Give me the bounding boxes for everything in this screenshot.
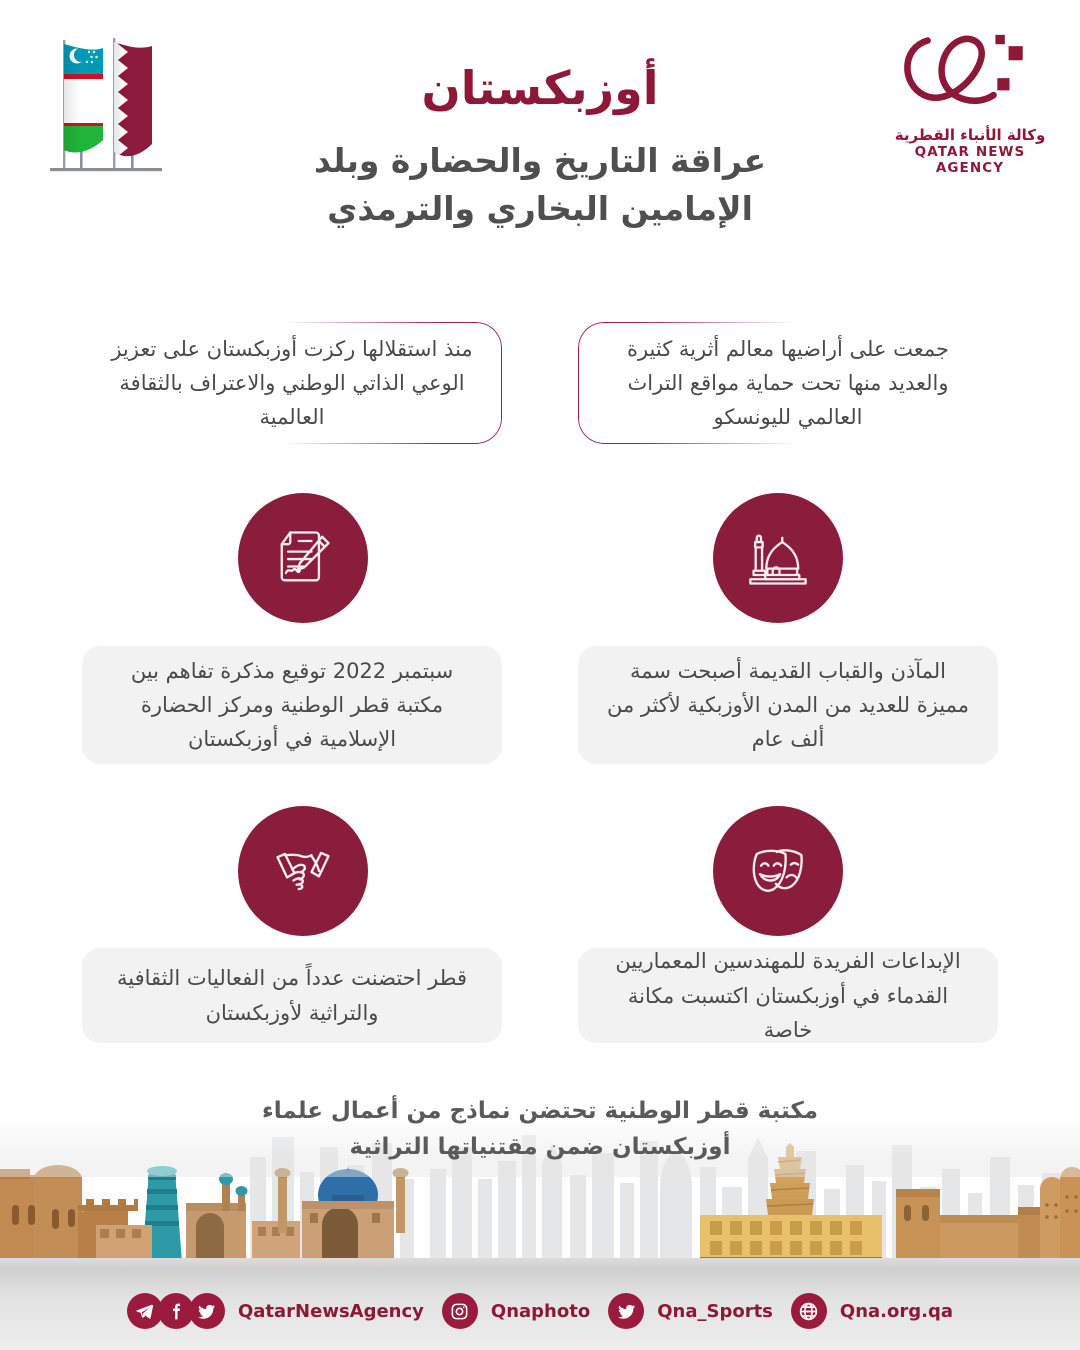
outline-card-text: جمعت على أراضيها معالم أثرية كثيرة والعديد منها تحت حماية مواقع التراث العالمي لليونسكو <box>626 336 950 429</box>
qna-logo-mark <box>890 25 1050 120</box>
katara-pigeon-towers <box>1040 1167 1080 1262</box>
icon-circle-mosque <box>713 493 843 623</box>
icon-circle-masks <box>713 806 843 936</box>
header <box>0 0 1080 290</box>
social-group-qatarnewsagency <box>127 1293 424 1329</box>
caption-card-architecture <box>578 948 998 1043</box>
qna-logo-square-small <box>995 35 1004 44</box>
document-signature-icon <box>269 524 337 592</box>
caption-text: الإبداعات الفريدة للمهندسين المعماريين القدماء في أوزبكستان اكتسبت مكانة خاصة <box>615 949 961 1042</box>
globe-glyph <box>798 1301 819 1322</box>
twitter-icon[interactable] <box>189 1293 225 1329</box>
social-group-website <box>791 1293 953 1329</box>
icon-circle-document <box>238 493 368 623</box>
caption-card-mou <box>82 646 502 764</box>
outline-card-heritage <box>578 322 998 444</box>
instagram-glyph <box>450 1302 469 1321</box>
social-footer <box>0 1272 1080 1350</box>
globe-icon[interactable] <box>791 1293 827 1329</box>
qna-logo-square-large <box>1009 46 1023 60</box>
bottom-note-line-1: مكتبة قطر الوطنية تحتضن نماذج من أعمال علماء <box>262 1098 818 1124</box>
caption-card-mosque <box>578 646 998 764</box>
caption-text: المآذن والقباب القديمة أصبحت سمة مميزة للعديد من المدن الأوزبكية لأكثر من ألف عام <box>606 658 970 752</box>
handshake-icon <box>269 837 337 905</box>
facebook-glyph <box>166 1302 185 1321</box>
qna-logo-english-text: QATAR NEWS AGENCY <box>914 144 1026 176</box>
twitter-bird-glyph <box>617 1302 636 1321</box>
fanar-building <box>700 1215 882 1262</box>
qna-logo-arabic-text: وكالة الأنباء القطرية <box>894 126 1046 144</box>
social-label: QatarNewsAgency <box>237 1300 424 1322</box>
social-group-qnasports <box>608 1293 773 1329</box>
icon-circle-handshake <box>238 806 368 936</box>
bottom-note-line-2: أوزبكستان ضمن مقتنياتها التراثية <box>349 1133 731 1160</box>
caption-text: قطر احتضنت عدداً من الفعاليات الثقافية والتراثية لأوزبكستان <box>116 966 468 1025</box>
outline-card-text: منذ استقلالها ركزت أوزبكستان على تعزيز الوعي الذاتي الوطني والاعتراف بالثقافة العالمية <box>111 336 473 429</box>
qna-logo <box>890 25 1050 176</box>
mosque-icon <box>744 524 812 592</box>
page-title: أوزبكستان <box>421 61 659 115</box>
social-group-qnaphoto <box>442 1293 590 1329</box>
twitter-bird-glyph <box>197 1302 216 1321</box>
caption-card-events <box>82 948 502 1043</box>
instagram-icon[interactable] <box>442 1293 478 1329</box>
caption-text: سبتمبر 2022 توقيع مذكرة تفاهم بين مكتبة قطر الوطنية ومركز الحضارة الإسلامية في أوزبكستان <box>130 658 454 752</box>
theater-masks-icon <box>744 837 812 905</box>
subtitle-line-1: عراقة التاريخ والحضارة وبلد <box>313 140 767 180</box>
subtitle-line-2: الإمامين البخاري والترمذي <box>327 188 753 228</box>
telegram-glyph <box>135 1302 154 1321</box>
social-label: Qna.org.qa <box>839 1300 954 1322</box>
bottom-note <box>0 1094 1080 1165</box>
qna-logo-square-mid <box>997 78 1009 90</box>
social-label: Qna_Sports <box>657 1300 773 1322</box>
social-label: Qnaphoto <box>490 1300 591 1322</box>
twitter-icon[interactable] <box>608 1293 644 1329</box>
outline-card-independence <box>82 322 502 444</box>
